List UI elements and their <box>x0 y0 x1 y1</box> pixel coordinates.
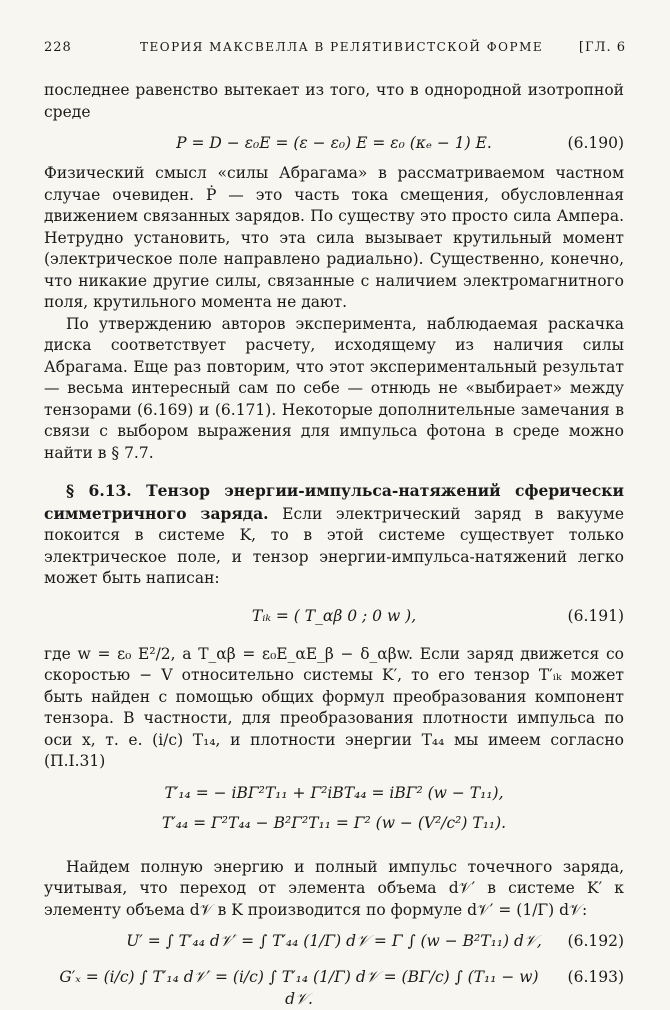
equation-number: (6.190) <box>567 134 624 152</box>
running-header <box>44 40 626 58</box>
equation-number: (6.193) <box>567 968 624 986</box>
equation-6-192 <box>44 931 624 967</box>
chapter-label: [ГЛ. 6 <box>578 40 626 55</box>
paragraph-2: Физический смысл «силы Абрагама» в рассматриваемом частном случае очевиден. Ṗ — это часть тока смещения, обусловленная движением связанных зарядов. По существу это просто сила Ампера. Нетрудно установить, что эта сила вызывает крутильный момент (электрическое поле направлено радиально). Существенно, конечно, что никакие другие силы, связанные с наличием электромагнитного поля, крутильного момента не дают. <box>44 164 624 311</box>
paragraph-5: Найдем полную энергию и полный импульс точечного заряда, учитывая, что переход от элемента объема d𝒱′ в системе K′ к элементу объема d𝒱 в K производится по формуле d𝒱′ = (1/Γ) d𝒱: <box>44 857 624 919</box>
running-title: ТЕОРИЯ МАКСВЕЛЛА В РЕЛЯТИВИСТСКОЙ ФОРМЕ <box>140 40 544 54</box>
paragraph-1: последнее равенство вытекает из того, что в однородной изотропной среде <box>44 81 624 121</box>
section-text: Если электрический заряд в вакууме покоится в системе K, то в этой системе существует только электрическое поле, и тензор энергии-импульса-натяжений легко может быть написан: <box>44 504 624 587</box>
equation-6-190 <box>44 133 624 163</box>
equation-number: (6.192) <box>567 932 624 950</box>
equation-t44 <box>44 813 624 843</box>
page-number: 228 <box>44 40 72 55</box>
equation-text: U′ = ∫ T′₄₄ d𝒱′ = ∫ T′₄₄ (1/Γ) d𝒱 = Γ ∫ (w − B²T₁₁) d𝒱, <box>126 932 542 950</box>
page-body <box>44 80 624 1008</box>
equation-number: (6.191) <box>567 606 624 625</box>
equation-text: T′₁₄ = − iBΓ²T₁₁ + Γ²iBT₄₄ = iBΓ² (w − T₁₁), <box>164 783 504 802</box>
equation-text: Tᵢₖ = ( T_αβ 0 ; 0 w ), <box>251 606 417 625</box>
equation-text: T′₄₄ = Γ²T₄₄ − B²Γ²T₁₁ = Γ² (w − (V²/c²) T₁₁). <box>161 813 507 832</box>
equation-text: G′ₓ = (i/c) ∫ T′₁₄ d𝒱′ = (i/c) ∫ T′₁₄ (1/Γ) d𝒱 = (BΓ/c) ∫ (T₁₁ − w) d𝒱. <box>59 968 539 1008</box>
equation-6-193 <box>44 967 624 1008</box>
equation-6-191 <box>44 600 624 644</box>
section-title: § 6.13. Тензор энергии-импульса-натяжений сферически симметричного заряда. <box>44 481 624 523</box>
paragraph-4: где w = ε₀ E²/2, а T_αβ = ε₀E_αE_β − δ_αβw. Если заряд движется со скоростью − V относительно системы K′, то его тензор T′ᵢₖ может быть найден с помощью общих формул преобразования компонент тензора. В частности, для преобразования плотности импульса по оси x, т. е. (i/c) T₁₄, и плотности энергии T₄₄ мы имеем согласно (П.I.31) <box>44 644 624 770</box>
section-6-13 <box>44 480 624 590</box>
paragraph-3: По утверждению авторов эксперимента, наблюдаемая раскачка диска соответствует расчету, исходящему из наличия силы Абрагама. Еще раз повторим, что этот экспериментальный результат — весьма интересный сам по себе — отнюдь не «выбирает» между тензорами (6.169) и (6.171). Некоторые дополнительные замечания в связи с выбором выражения для импульса фотона в среде можно найти в § 7.7. <box>44 314 624 462</box>
equation-t14 <box>44 783 624 813</box>
equation-text: P = D − ε₀E = (ε − ε₀) E = ε₀ (κₑ − 1) E. <box>176 134 492 152</box>
